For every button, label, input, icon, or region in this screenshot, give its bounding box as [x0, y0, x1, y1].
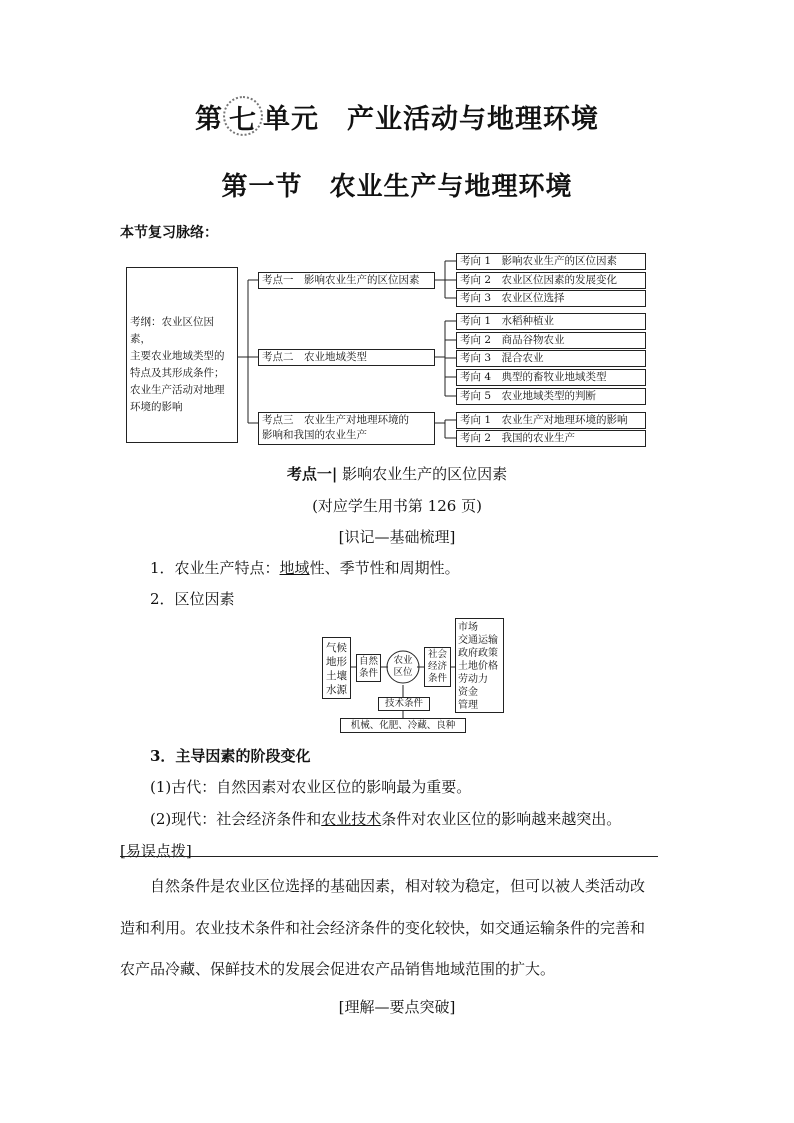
- point-2: 考点二 农业地域类型: [258, 349, 435, 366]
- syllabus-line: 农业生产活动对地理: [130, 384, 225, 396]
- social-factor: 资金: [458, 687, 478, 698]
- point-item-3: 3．主导因素的阶段变化: [150, 747, 311, 765]
- tech-factors-box: 机械、化肥、冷藏、良种: [340, 718, 466, 733]
- modern-prefix: (2)现代：社会经济条件和: [150, 810, 322, 828]
- social-label-line: 经济: [427, 661, 447, 672]
- social-factor: 政府政策: [458, 648, 498, 659]
- natural-label-line: 自然: [358, 656, 378, 667]
- item1-underlined: 地域: [279, 559, 310, 577]
- direction-item: 考向 3 农业区位选择: [456, 290, 646, 307]
- social-factors-box: [455, 618, 504, 713]
- direction-item: 考向 5 农业地域类型的判断: [456, 388, 646, 405]
- modern-underlined: 农业技术: [321, 810, 382, 828]
- item1-prefix: 1．农业生产特点：: [150, 559, 280, 577]
- unit-prefix: 第: [195, 104, 223, 135]
- modern-item: [150, 808, 621, 829]
- direction-item: 考向 2 商品谷物农业: [456, 332, 646, 349]
- syllabus-line: 考纲：农业区位因素，: [130, 316, 214, 345]
- social-factor: 市场: [458, 622, 478, 633]
- tip-divider: [120, 856, 658, 857]
- ancient-item: (1)古代：自然因素对农业区位的影响最为重要。: [150, 778, 472, 796]
- syllabus-line: 主要农业地域类型的: [130, 350, 225, 362]
- item1-suffix: 性、季节性和周期性。: [309, 559, 460, 577]
- modern-suffix: 条件对农业区位的影响越来越突出。: [381, 810, 622, 828]
- tip-line: 自然条件是农业区位选择的基础因素，相对较为稳定，但可以被人类活动改: [150, 877, 646, 895]
- unit-name: 产业活动与地理环境: [347, 104, 599, 135]
- social-label-line: 条件: [427, 673, 447, 684]
- point-3-line: 考点三 农业生产对地理环境的: [262, 414, 409, 426]
- syllabus-line: 环境的影响: [130, 401, 183, 413]
- direction-item: 考向 2 农业区位因素的发展变化: [456, 272, 646, 289]
- syllabus-line: 特点及其形成条件；: [130, 367, 225, 379]
- direction-item: 考向 2 我国的农业生产: [456, 430, 646, 447]
- point-3-line: 影响和我国的农业生产: [262, 429, 367, 441]
- subsection-basics: [识记—基础梳理]: [338, 528, 456, 546]
- direction-item: 考向 3 混合农业: [456, 350, 646, 367]
- direction-item: 考向 1 农业生产对地理环境的影响: [456, 412, 646, 429]
- social-label-line: 社会: [427, 649, 447, 660]
- tech-conditions-box: 技术条件: [378, 697, 430, 711]
- center-line: 区位: [393, 667, 413, 678]
- natural-factor: 水源: [326, 684, 347, 696]
- center-line: 农业: [393, 655, 413, 666]
- natural-factor: 气候: [326, 642, 347, 654]
- social-factor: 管理: [458, 700, 478, 711]
- section-title: 第一节 农业生产与地理环境: [221, 172, 573, 202]
- book-reference: (对应学生用书第 126 页): [312, 497, 482, 515]
- point-item-2: 2．区位因素: [150, 590, 235, 608]
- section-heading-prefix: 考点一: [286, 465, 332, 483]
- tip-line: 农产品冷藏、保鲜技术的发展会促进农产品销售地域范围的扩大。: [120, 960, 556, 978]
- social-factor: 交通运输: [458, 635, 498, 646]
- natural-factors-box: [322, 637, 351, 699]
- unit-suffix: 单元: [263, 104, 319, 135]
- direction-item: 考向 4 典型的畜牧业地域类型: [456, 369, 646, 386]
- direction-item: 考向 1 水稻种植业: [456, 313, 646, 330]
- natural-factor: 土壤: [326, 670, 347, 682]
- tip-line: 造和利用。农业技术条件和社会经济条件的变化较快，如交通运输条件的完善和: [120, 919, 646, 937]
- natural-factor: 地形: [326, 656, 347, 668]
- social-factor: 土地价格: [458, 661, 498, 672]
- natural-label-line: 条件: [358, 668, 378, 679]
- social-conditions-box: [424, 647, 451, 687]
- subsection-understanding: [理解—要点突破]: [338, 998, 456, 1016]
- social-factor: 劳动力: [458, 674, 488, 685]
- point-1: 考点一 影响农业生产的区位因素: [258, 272, 435, 289]
- heading-divider: |: [331, 465, 338, 483]
- review-label: 本节复习脉络：: [120, 225, 218, 241]
- unit-number: 七: [229, 105, 257, 136]
- section-heading-text: 影响农业生产的区位因素: [342, 465, 508, 483]
- direction-item: 考向 1 影响农业生产的区位因素: [456, 253, 646, 270]
- agri-location-center: [388, 655, 418, 679]
- tip-label: [易误点拨]: [120, 842, 192, 860]
- natural-conditions-box: [356, 654, 381, 682]
